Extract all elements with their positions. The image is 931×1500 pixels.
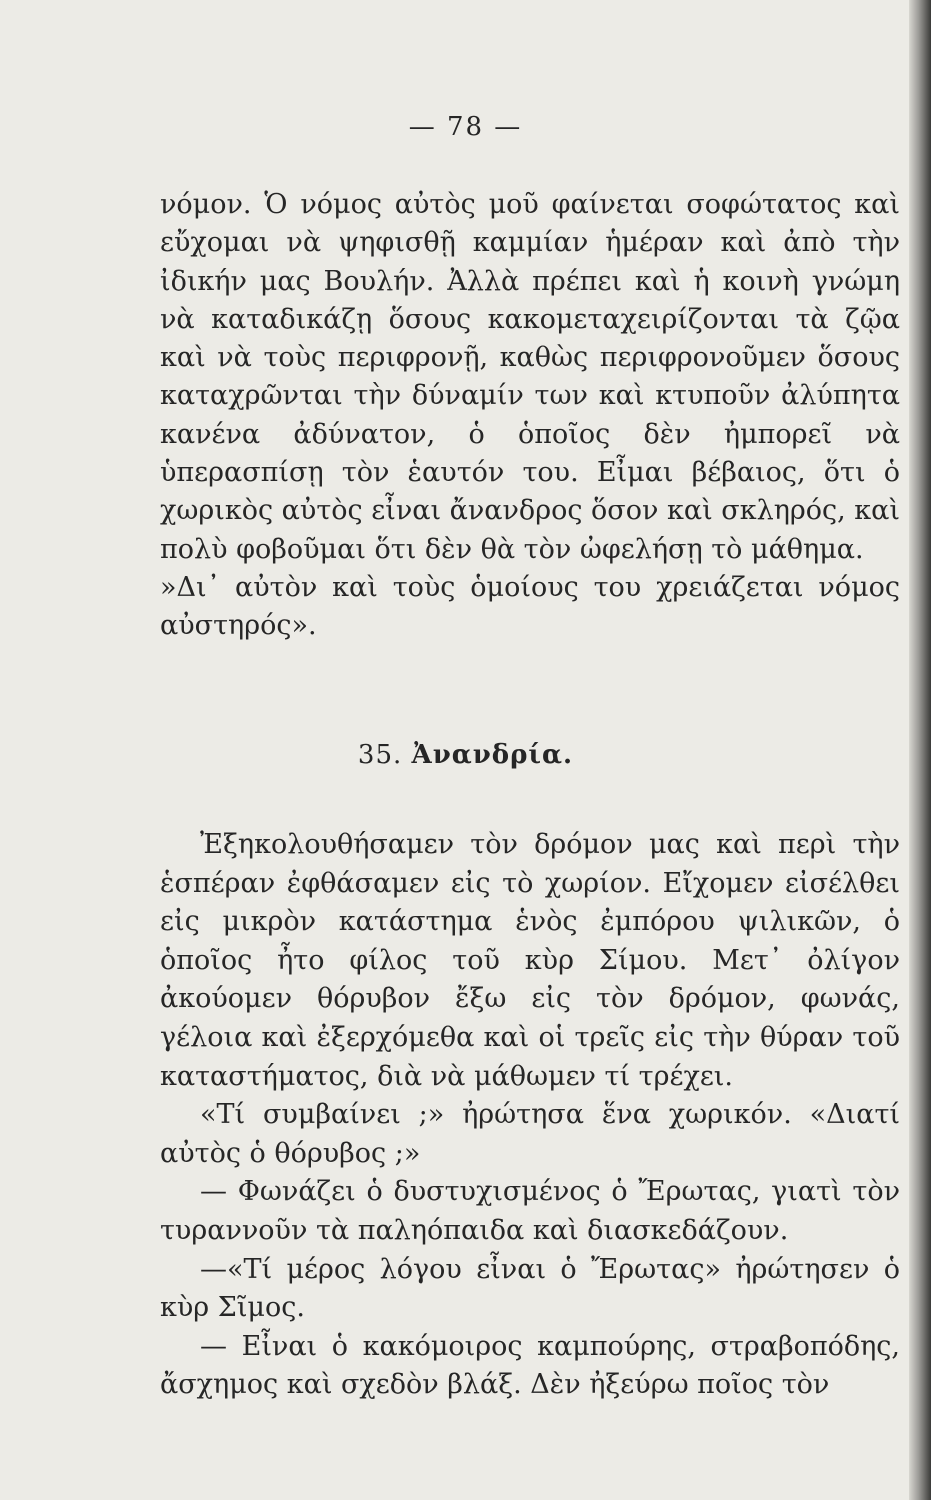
section-number: 35. bbox=[357, 740, 403, 770]
paragraph: «Τί συμβαίνει ;» ἠρώτησα ἕνα χωρικόν. «Διατί αὐτὸς ὁ θόρυβος ;» bbox=[160, 1099, 900, 1169]
section-heading bbox=[0, 740, 931, 770]
paragraph: —«Τί μέρος λόγου εἶναι ὁ Ἔρωτας» ἠρώτησεν ὁ κὺρ Σῖμος. bbox=[160, 1253, 900, 1324]
paragraph: — Εἶναι ὁ κακόμοιρος καμπούρης, στραβοπόδης, ἄσχημος καὶ σχεδὸν βλάξ. Δὲν ἠξεύρω ποῖος τὸν bbox=[160, 1330, 900, 1401]
paragraph: — Φωνάζει ὁ δυστυχισμένος ὁ Ἔρωτας, γιατὶ τὸν τυραννοῦν τὰ παληόπαιδα καὶ διασκεδάζουν. bbox=[160, 1176, 900, 1246]
text-block-before bbox=[160, 186, 900, 646]
section-title: Ἀνανδρία. bbox=[411, 740, 574, 770]
page-number: — 78 — bbox=[408, 112, 523, 142]
paragraph: Ἐξηκολουθήσαμεν τὸν δρόμον μας καὶ περὶ τὴν ἑσπέραν ἐφθάσαμεν εἰς τὸ χωρίον. Εἴχομεν εἰσέλθει εἰς μικρὸν κατάστημα ἑνὸς ἐμπόρου ψιλικῶν, ὁ ὁποῖος ἦτο φίλος τοῦ κὺρ Σίμου. Μετ᾽ ὀλίγον ἀκούομεν θόρυβον ἔξω εἰς τὸν δρόμον, φωνάς, γέλοια καὶ ἐξερχόμεθα καὶ οἱ τρεῖς εἰς τὴν θύραν τοῦ καταστήματος, διὰ νὰ μάθωμεν τί τρέχει. bbox=[160, 829, 900, 1092]
paragraph: »Δι᾽ αὐτὸν καὶ τοὺς ὁμοίους του χρειάζεται νόμος αὐστηρός». bbox=[160, 571, 900, 642]
paragraph: νόμον. Ὁ νόμος αὐτὸς μοῦ φαίνεται σοφώτατος καὶ εὔχομαι νὰ ψηφισθῇ καμμίαν ἡμέραν καὶ ἀπὸ τὴν ἰδικήν μας Βουλήν. Ἀλλὰ πρέπει καὶ ἡ κοινὴ γνώμη νὰ καταδικάζῃ ὅσους κακομεταχειρίζονται τὰ ζῷα καὶ νὰ τοὺς περιφρονῇ, καθὼς περιφρονοῦμεν ὅσους καταχρῶνται τὴν δύναμίν των καὶ κτυποῦν ἀλύπητα κανένα ἀδύνατον, ὁ ὁποῖος δὲν ἠμπορεῖ νὰ ὑπερασπίσῃ τὸν ἑαυτόν του. Εἶμαι βέβαιος, ὅτι ὁ χωρικὸς αὐτὸς εἶναι ἄνανδρος ὅσον καὶ σκληρός, καὶ πολὺ φοβοῦμαι ὅτι δὲν θὰ τὸν ὠφελήσῃ τὸ μάθημα. bbox=[160, 189, 900, 565]
text-block-after bbox=[160, 826, 900, 1405]
